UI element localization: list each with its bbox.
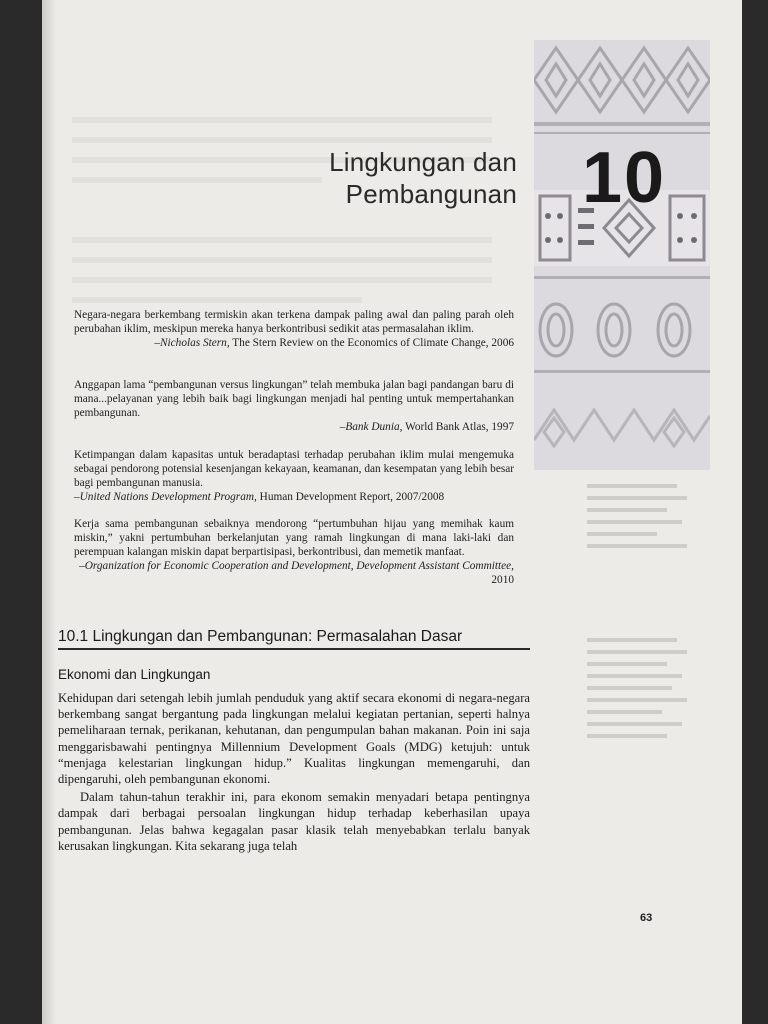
margin-bleed-through [587, 480, 707, 780]
section-divider [58, 648, 530, 650]
section-heading: 10.1 Lingkungan dan Pembangunan: Permasalahan Dasar [58, 628, 463, 645]
book-page [42, 0, 742, 1024]
epigraph-quote-2 [74, 378, 514, 434]
quote-source [74, 336, 514, 350]
quote-text: Anggapan lama “pembangunan versus lingkungan” telah membuka jalan bagi pandangan baru di mana...pelayanan yang lebih baik bagi lingkungan menjadi hal penting untuk mempertahankan pembangunan. [74, 379, 514, 419]
quote-author: –United Nations Development Program, [74, 491, 257, 503]
chapter-title [292, 146, 517, 210]
epigraph-quote-3 [74, 448, 514, 504]
decorative-pattern-panel [534, 40, 710, 470]
body-paragraph-1: Kehidupan dari setengah lebih jumlah penduduk yang aktif secara ekonomi di negara-negara berkembang sangat bergantung pada lingkungan melalui kegiatan pertanian, seperti halnya pemeliharaan ternak, perikanan, kehutanan, dan pengumpulan bahan makanan. Poin ini saja menggarisbawahi pentingnya Millennium Development Goals (MDG) ketujuh: untuk “menjaga kelestarian lingkungan hidup.” Kualitas lingkungan memengaruhi, dan dipengaruhi, oleh pembangunan ekonomi. [58, 691, 530, 787]
quote-source-title: World Bank Atlas, 1997 [405, 421, 514, 433]
quote-author: –Bank Dunia, [339, 421, 403, 433]
quote-source-title: 2010 [491, 574, 514, 586]
epigraph-quote-1 [74, 308, 514, 350]
body-paragraph-2: Dalam tahun-tahun terakhir ini, para ekonom semakin menyadari betapa pentingnya dampak dari berbagai persoalan lingkungan hidup terhadap keberhasilan upaya pembangunan. Jelas bahwa kegagalan pasar klasik telah menyebabkan terlalu banyak kerusakan lingkungan. Kita sekarang juga telah [58, 790, 530, 853]
quote-text: Kerja sama pembangunan sebaiknya mendorong “pertumbuhan hijau yang memihak kaum miskin,” yakni pertumbuhan berkelanjutan yang ramah lingkungan di mana laki-laki dan perempuan kalangan miskin dapat berpartisipasi, berkontribusi, dan memetik manfaat. [74, 518, 514, 558]
quote-source-title: The Stern Review on the Economics of Climate Change, 2006 [232, 337, 514, 349]
quote-author: –Nicholas Stern, [154, 337, 230, 349]
chapter-title-line1: Lingkungan dan [329, 147, 517, 177]
quote-text: Negara-negara berkembang termiskin akan terkena dampak paling awal dan paling parah oleh perubahan iklim, meskipun mereka hanya berkontribusi sedikit atas permasalahan iklim. [74, 309, 514, 335]
quote-text: Ketimpangan dalam kapasitas untuk beradaptasi terhadap perubahan iklim mulai mengemuka sebagai pendorong potensial kesenjangan kekayaan, keamanan, dan kesempatan yang lebih besar bagi pembangunan manusia. [74, 449, 514, 489]
body-text [58, 690, 530, 854]
epigraph-quote-4 [74, 517, 514, 587]
quote-source-title: Human Development Report, 2007/2008 [259, 491, 445, 503]
quote-source [74, 420, 514, 434]
chapter-title-line2: Pembangunan [345, 179, 517, 209]
subsection-heading: Ekonomi dan Lingkungan [58, 667, 211, 682]
quote-source [74, 490, 514, 504]
quote-author: –Organization for Economic Cooperation and Development, Development Assistant Committee, [79, 560, 514, 572]
chapter-number: 10 [582, 138, 667, 218]
page-number: 63 [640, 912, 653, 924]
quote-source [74, 559, 514, 587]
